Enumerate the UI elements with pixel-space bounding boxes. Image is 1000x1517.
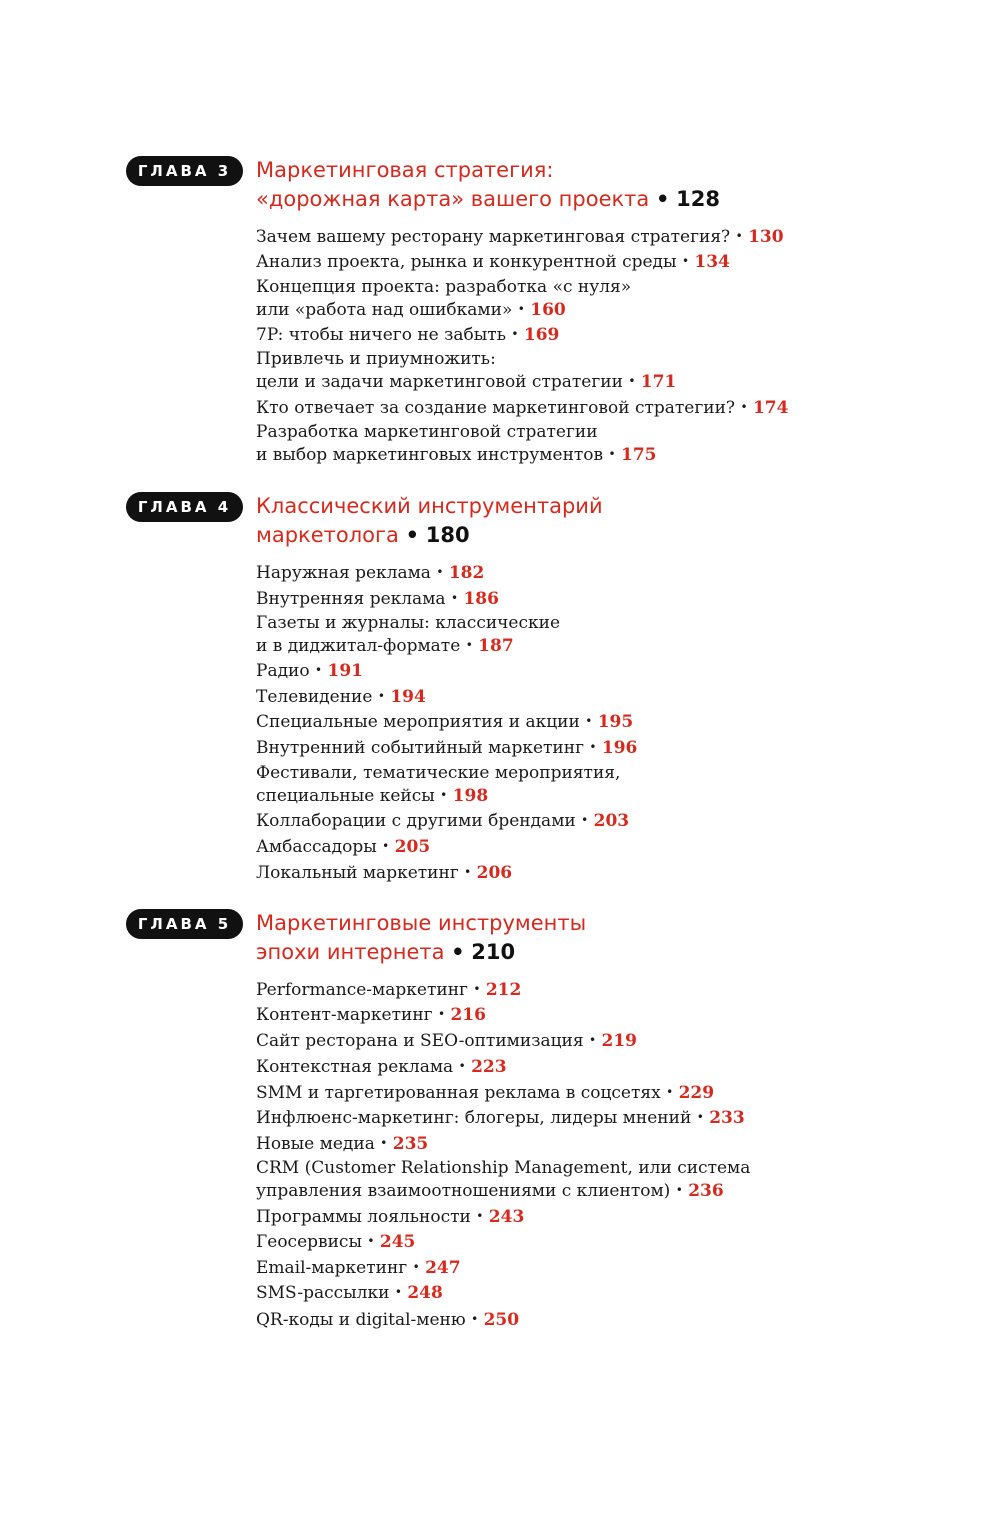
toc-entry[interactable]: [256, 612, 560, 657]
bullet-separator: •: [628, 374, 636, 388]
toc-entry-line: [256, 1281, 443, 1304]
toc-entry[interactable]: [256, 1029, 637, 1052]
toc-entry-line: [256, 421, 657, 443]
toc-entry-text: Контент-маркетинг: [256, 1005, 433, 1025]
toc-entry[interactable]: [256, 1230, 415, 1253]
toc-page-number: 160: [530, 300, 566, 320]
toc-entry-text: Performance-маркетинг: [256, 980, 468, 1000]
bullet-separator: •: [440, 788, 448, 802]
bullet-separator: •: [581, 813, 589, 827]
toc-page-number: 130: [748, 227, 784, 247]
bullet-separator: •: [735, 229, 743, 243]
toc-entry[interactable]: [256, 276, 631, 321]
chapter-badge: ГЛАВА 4: [126, 492, 243, 522]
toc-entry-text: Анализ проекта, рынка и конкурентной среды: [256, 252, 677, 272]
chapter-title-line: [256, 156, 816, 185]
toc-entry-line: [256, 1256, 461, 1279]
toc-entry[interactable]: [256, 561, 484, 584]
toc-entry-text: Разработка маркетинговой стратегии: [256, 422, 598, 442]
toc-page-number: 212: [485, 980, 522, 1000]
toc-entry-line: [256, 443, 657, 466]
toc-entry-line: [256, 736, 637, 759]
toc-entry-line: [256, 561, 484, 584]
toc-entry[interactable]: [256, 348, 676, 393]
toc-entry-text: SMM и таргетированная реклама в соцсетях: [256, 1083, 661, 1103]
toc-entry-line: [256, 250, 730, 273]
toc-entry-line: [256, 1308, 519, 1331]
toc-entry-text: Новые медиа: [256, 1134, 375, 1154]
chapter-title-line: [256, 909, 816, 938]
toc-entry-text: CRM (Customer Relationship Management, или система: [256, 1158, 751, 1178]
bullet-separator: •: [675, 1183, 683, 1197]
toc-page-number: 194: [390, 687, 426, 707]
toc-page-number: 250: [483, 1310, 520, 1330]
toc-page-number: 219: [601, 1031, 638, 1051]
bullet-separator: •: [589, 1033, 597, 1047]
toc-entry-text: Программы лояльности: [256, 1207, 471, 1227]
toc-entry[interactable]: [256, 861, 512, 884]
toc-entry-line: [256, 1106, 745, 1129]
toc-page-number: 191: [327, 661, 363, 681]
toc-entry[interactable]: [256, 685, 426, 708]
toc-entry-line: [256, 1230, 415, 1253]
bullet-separator: •: [405, 523, 420, 547]
toc-entry[interactable]: [256, 1055, 507, 1078]
bullet-separator: •: [585, 714, 593, 728]
toc-entry[interactable]: [256, 225, 784, 248]
toc-entry-text: Геосервисы: [256, 1232, 362, 1252]
toc-page-number: 243: [488, 1207, 525, 1227]
toc-page-number: 169: [523, 325, 560, 345]
toc-entry[interactable]: [256, 809, 629, 832]
bullet-separator: •: [464, 865, 472, 879]
toc-page-number: 235: [392, 1134, 429, 1154]
toc-page-number: 206: [476, 863, 513, 883]
chapter-badge: ГЛАВА 3: [126, 156, 243, 186]
toc-entry-line: [256, 1205, 524, 1228]
toc-entry-text: Газеты и журналы: классические: [256, 613, 561, 633]
toc-entry-text: Телевидение: [256, 687, 373, 707]
chapter-title-text: маркетолога: [256, 523, 399, 547]
toc-page-number: 182: [448, 563, 485, 583]
toc-entry[interactable]: [256, 421, 657, 466]
toc-entry[interactable]: [256, 710, 633, 733]
toc-entry-text: 7P: чтобы ничего не забыть: [256, 325, 506, 345]
toc-entry-line: [256, 710, 633, 733]
toc-entry-line: [256, 685, 426, 708]
toc-page-number: 196: [601, 738, 638, 758]
bullet-separator: •: [315, 663, 323, 677]
toc-page-number: 186: [463, 589, 499, 609]
toc-entry-line: [256, 1179, 750, 1202]
toc-page-number: 233: [709, 1108, 745, 1128]
toc-entry-line: [256, 612, 560, 634]
toc-entry-text: управления взаимоотношениями с клиентом): [256, 1181, 671, 1201]
toc-entry[interactable]: [256, 1157, 750, 1202]
toc-entry-line: [256, 762, 620, 784]
bullet-separator: •: [450, 591, 459, 605]
toc-entry-line: [256, 370, 676, 393]
toc-page-number: 203: [593, 811, 630, 831]
toc-entry-line: [256, 298, 631, 321]
toc-page-number: 175: [621, 445, 657, 465]
toc-entry-line: [256, 396, 788, 419]
bullet-separator: •: [696, 1110, 704, 1124]
toc-entry[interactable]: [256, 396, 788, 419]
toc-page-number: 229: [678, 1083, 715, 1103]
toc-entry[interactable]: [256, 1132, 428, 1155]
toc-entry-line: [256, 587, 499, 610]
toc-page-number: 248: [407, 1283, 443, 1303]
bullet-separator: •: [436, 565, 444, 579]
toc-entry-line: [256, 225, 784, 248]
toc-entry[interactable]: [256, 835, 430, 858]
toc-entry-text: Привлечь и приумножить:: [256, 349, 496, 369]
toc-entry-text: Концепция проекта: разработка «с нуля»: [256, 277, 632, 297]
chapter-title[interactable]: [256, 909, 816, 967]
toc-entry-line: [256, 1029, 637, 1052]
toc-page-number: 195: [597, 712, 634, 732]
chapter-title-text: «дорожная карта» вашего проекта: [256, 187, 650, 211]
bullet-separator: •: [666, 1085, 674, 1099]
bullet-separator: •: [608, 447, 616, 461]
toc-entry[interactable]: [256, 762, 620, 807]
toc-entry-text: Радио: [256, 661, 310, 681]
chapter-page-number: 180: [425, 523, 470, 547]
toc-entry-text: Локальный маркетинг: [256, 863, 459, 883]
toc-entry-line: [256, 835, 430, 858]
bullet-separator: •: [437, 1007, 446, 1021]
bullet-separator: •: [465, 638, 473, 652]
bullet-separator: •: [412, 1260, 420, 1274]
toc-entry-line: [256, 323, 559, 346]
chapter-title-line: [256, 938, 816, 967]
toc-page-number: 134: [694, 252, 730, 272]
toc-entry-text: Контекстная реклама: [256, 1057, 454, 1077]
toc-entry[interactable]: [256, 1308, 519, 1331]
toc-entry-text: и в диджитал-формате: [256, 636, 461, 656]
toc-entry-text: Внутренняя реклама: [256, 589, 446, 609]
bullet-separator: •: [655, 187, 670, 211]
toc-page-number: 205: [394, 837, 431, 857]
toc-entry-text: Инфлюенс-маркетинг: блогеры, лидеры мнений: [256, 1108, 692, 1128]
toc-page-number: 171: [640, 372, 677, 392]
bullet-separator: •: [451, 940, 465, 964]
toc-entry-line: [256, 276, 631, 298]
bullet-separator: •: [476, 1209, 484, 1223]
toc-entry[interactable]: [256, 1003, 486, 1026]
bullet-separator: •: [394, 1285, 402, 1299]
chapter-title[interactable]: [256, 492, 816, 550]
chapter-title-line: [256, 185, 816, 214]
toc-entry-line: [256, 348, 676, 370]
chapter-title-text: Классический инструментарий: [256, 494, 603, 518]
toc-entry-line: [256, 1081, 714, 1104]
bullet-separator: •: [367, 1234, 375, 1248]
toc-entry[interactable]: [256, 250, 730, 273]
bullet-separator: •: [740, 400, 748, 414]
chapter-badge: ГЛАВА 5: [126, 909, 243, 939]
bullet-separator: •: [517, 302, 525, 316]
chapter-title-text: Маркетинговые инструменты: [256, 911, 587, 935]
bullet-separator: •: [589, 740, 597, 754]
bullet-separator: •: [382, 839, 390, 853]
toc-entry-line: [256, 784, 620, 807]
toc-entry-text: QR-коды и digital-меню: [256, 1310, 466, 1330]
chapter-title-line: [256, 521, 816, 550]
bullet-separator: •: [380, 1136, 388, 1150]
toc-entry-line: [256, 978, 521, 1001]
toc-entry-text: Амбассадоры: [256, 837, 377, 857]
toc-entry-text: Коллаборации с другими брендами: [256, 811, 576, 831]
bullet-separator: •: [471, 1312, 479, 1326]
toc-page-number: 245: [379, 1232, 416, 1252]
toc-page-number: 174: [752, 398, 789, 418]
toc-entry-line: [256, 1157, 750, 1179]
toc-entry-text: цели и задачи маркетинговой стратегии: [256, 372, 623, 392]
toc-entry-line: [256, 861, 512, 884]
toc-entry-text: Сайт ресторана и SEO-оптимизация: [256, 1031, 584, 1051]
toc-entry-line: [256, 1132, 428, 1155]
chapter-title-line: [256, 492, 816, 521]
toc-entry-line: [256, 659, 363, 682]
toc-page-number: 198: [452, 786, 489, 806]
toc-entry[interactable]: [256, 978, 521, 1001]
toc-entry-text: или «работа над ошибками»: [256, 300, 513, 320]
chapter-page-number: 128: [676, 187, 720, 211]
toc-page-number: 216: [450, 1005, 486, 1025]
chapter-title-text: Маркетинговая стратегия:: [256, 158, 554, 182]
chapter-title[interactable]: [256, 156, 816, 214]
toc-entry-text: и выбор маркетинговых инструментов: [256, 445, 604, 465]
toc-entry-line: [256, 1055, 507, 1078]
chapter-page-number: 210: [471, 940, 516, 964]
toc-entry-text: Кто отвечает за создание маркетинговой стратегии?: [256, 398, 736, 418]
toc-entry[interactable]: [256, 1205, 524, 1228]
bullet-separator: •: [511, 327, 519, 341]
toc-page-number: 247: [425, 1258, 461, 1278]
toc-entry-line: [256, 809, 629, 832]
toc-entry-text: Зачем вашему ресторану маркетинговая стратегия?: [256, 227, 731, 247]
toc-entry-text: Специальные мероприятия и акции: [256, 712, 580, 732]
toc-entry[interactable]: [256, 1081, 714, 1104]
bullet-separator: •: [458, 1059, 466, 1073]
toc-entry-text: Фестивали, тематические мероприятия,: [256, 763, 621, 783]
toc-entry[interactable]: [256, 587, 499, 610]
toc-entry-text: SMS-рассылки: [256, 1283, 390, 1303]
toc-entry[interactable]: [256, 659, 363, 682]
toc-page-number: 187: [478, 636, 514, 656]
bullet-separator: •: [681, 254, 690, 268]
toc-entry-text: Внутренний событийный маркетинг: [256, 738, 584, 758]
toc-entry[interactable]: [256, 323, 559, 346]
toc-entry-text: Email-маркетинг: [256, 1258, 408, 1278]
chapter-title-text: эпохи интернета: [256, 940, 445, 964]
toc-entry[interactable]: [256, 736, 637, 759]
toc-entry[interactable]: [256, 1281, 443, 1304]
toc-entry[interactable]: [256, 1256, 461, 1279]
bullet-separator: •: [377, 689, 385, 703]
toc-page-number: 223: [471, 1057, 507, 1077]
toc-entry-line: [256, 634, 560, 657]
toc-entry-text: специальные кейсы: [256, 786, 435, 806]
toc-entry[interactable]: [256, 1106, 745, 1129]
toc-entry-text: Наружная реклама: [256, 563, 431, 583]
bullet-separator: •: [473, 982, 481, 996]
toc-entry-line: [256, 1003, 486, 1026]
toc-page-number: 236: [688, 1181, 724, 1201]
